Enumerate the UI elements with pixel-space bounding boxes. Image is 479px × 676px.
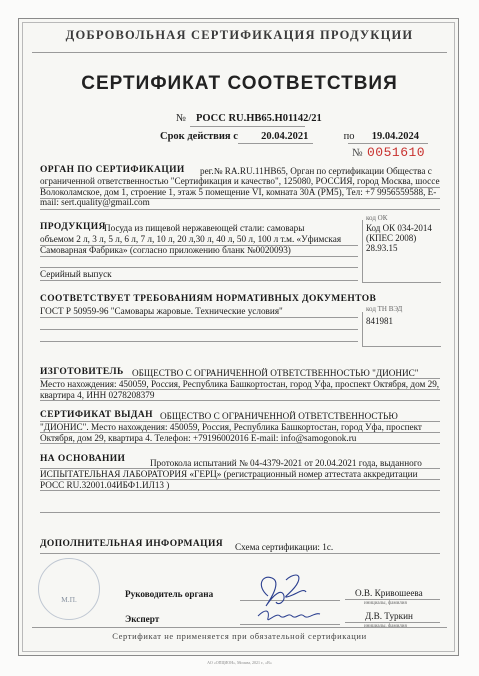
certificate-title: СЕРТИФИКАТ СООТВЕТСТВИЯ — [81, 73, 398, 94]
form-serial-number — [352, 145, 425, 160]
rule — [40, 267, 358, 268]
head-label: Руководитель органа — [125, 589, 214, 599]
organ-text-line1: рег.№ RA.RU.11НВ65, Орган по сертификации Общества с — [200, 166, 432, 176]
footer-divider — [32, 627, 447, 628]
issued-heading: СЕРТИФИКАТ ВЫДАН — [40, 410, 153, 420]
certification-scheme: Схема сертификации: 1с. — [235, 542, 334, 552]
product-heading: ПРОДУКЦИЯ — [40, 222, 106, 232]
printer-imprint: АО «ОПЦИОН», Москва, 2021 г., «В» — [207, 660, 272, 665]
rule — [40, 490, 440, 491]
rule — [40, 389, 440, 390]
number-sign: № — [176, 113, 187, 124]
tnved-label: код ТН ВЭД — [366, 305, 403, 313]
standards-text: ГОСТ Р 50959-96 "Самовары жаровые. Технические условия" — [40, 306, 283, 316]
valid-to-underline — [348, 143, 428, 144]
rule — [345, 599, 440, 600]
standards-heading: СООТВЕТСТВУЕТ ТРЕБОВАНИЯМ НОРМАТИВНЫХ ДОКУМЕНТОВ — [40, 294, 377, 304]
top-title: ДОБРОВОЛЬНАЯ СЕРТИФИКАЦИЯ ПРОДУКЦИИ — [65, 28, 414, 42]
rule — [40, 329, 358, 330]
issued-name: ОБЩЕСТВО С ОГРАНИЧЕННОЙ ОТВЕТСТВЕННОСТЬЮ — [160, 411, 398, 421]
validity-period — [160, 131, 419, 142]
tnved-value: 841981 — [366, 316, 393, 326]
serial-value: 0051610 — [367, 145, 426, 160]
manufacturer-heading: ИЗГОТОВИТЕЛЬ — [40, 367, 124, 377]
rule — [40, 198, 440, 199]
registration-number-value: РОСС RU.НВ65.Н01142/21 — [196, 113, 322, 124]
expert-label: Эксперт — [125, 614, 160, 624]
rule — [40, 553, 440, 554]
valid-to-label: по — [343, 131, 355, 142]
rule — [345, 622, 440, 623]
basis-line1: Протокола испытаний № 04-4379-2021 от 20.04.2021 года, выданного — [150, 458, 422, 468]
signature-head — [248, 566, 328, 628]
serial-release: Серийный выпуск — [40, 269, 112, 279]
organ-text: ограниченной ответственностью "Сертификация и качество", 125080, РОССИЯ, город Москва, шоссе Волоколамское, дом 1, строение 1, этаж 5 помещение VI, комната 30А (РМ5), Тел: +7 9956559588, E-mail: sert.quality@gmail.com — [40, 176, 440, 207]
code-ok-label: код ОК — [366, 214, 388, 222]
stamp-area — [38, 558, 100, 620]
rule — [40, 421, 440, 422]
rule — [40, 245, 358, 246]
reg-underline — [190, 126, 305, 127]
organ-heading: ОРГАН ПО СЕРТИФИКАЦИИ — [40, 165, 185, 175]
manufacturer-name: ОБЩЕСТВО С ОГРАНИЧЕННОЙ ОТВЕТСТВЕННОСТЬЮ "ДИОНИС" — [132, 368, 419, 378]
stamp-label: М.П. — [61, 595, 77, 604]
head-name: О.В. Кривошеева — [355, 588, 423, 598]
serial-label: № — [352, 147, 363, 159]
expert-name: Д.В. Туркин — [365, 611, 413, 621]
rule — [40, 443, 440, 444]
rule — [40, 400, 440, 401]
basis-text: ИСПЫТАТЕЛЬНАЯ ЛАБОРАТОРИЯ «ГЕРЦ» (регистрационный номер аттестата аккредитации РОСС RU.32001.04ИБФ1.ИЛ13 ) — [40, 469, 418, 490]
valid-from-label: Срок действия с — [160, 131, 238, 142]
rule — [40, 512, 440, 513]
additional-heading: ДОПОЛНИТЕЛЬНАЯ ИНФОРМАЦИЯ — [40, 539, 224, 549]
code-ok-value: Код ОК 034-2014 (КПЕС 2008) 28.93.15 — [366, 223, 432, 253]
issued-address: "ДИОНИС". Место нахождения: 450059, Россия, Республика Башкортостан, город Уфа, проспект Октября, дом 29, квартира 4. Телефон: +79196002016 E-mail: info@samogonok.ru — [40, 422, 422, 443]
rule — [40, 468, 440, 469]
rule — [40, 187, 440, 188]
title-divider — [32, 52, 447, 53]
rule — [40, 479, 440, 480]
head-name-caption: инициалы, фамилия — [364, 601, 407, 606]
valid-from-date: 20.04.2021 — [261, 131, 309, 142]
manufacturer-address: Место нахождения: 450059, Россия, Республика Башкортостан, город Уфа, проспект Октября, дом 29, квартира 4, ИНН 0278208379 — [40, 379, 440, 400]
valid-from-underline — [238, 143, 313, 144]
rule — [40, 317, 358, 318]
product-text-line1: Посуда из пищевой нержавеющей стали: самовары — [104, 223, 305, 233]
rule — [40, 341, 358, 342]
rule — [40, 378, 440, 379]
registration-number — [176, 113, 322, 124]
valid-to-date: 19.04.2024 — [371, 131, 419, 142]
rule — [40, 256, 358, 257]
rule — [40, 432, 440, 433]
rule — [40, 209, 440, 210]
expert-name-caption: инициалы, фамилия — [364, 624, 407, 629]
rule — [40, 280, 358, 281]
basis-heading: НА ОСНОВАНИИ — [40, 454, 126, 464]
product-text: объемом 2 л, 3 л, 5 л, 6 л, 7 л, 10 л, 20 л,30 л, 40 л, 50 л, 100 л т.м. «Уфимская Самоварная Фабрика» (согласно приложению бланк №0020093) — [40, 234, 342, 255]
footer-note: Сертификат не применяется при обязательной сертификации — [112, 631, 367, 641]
